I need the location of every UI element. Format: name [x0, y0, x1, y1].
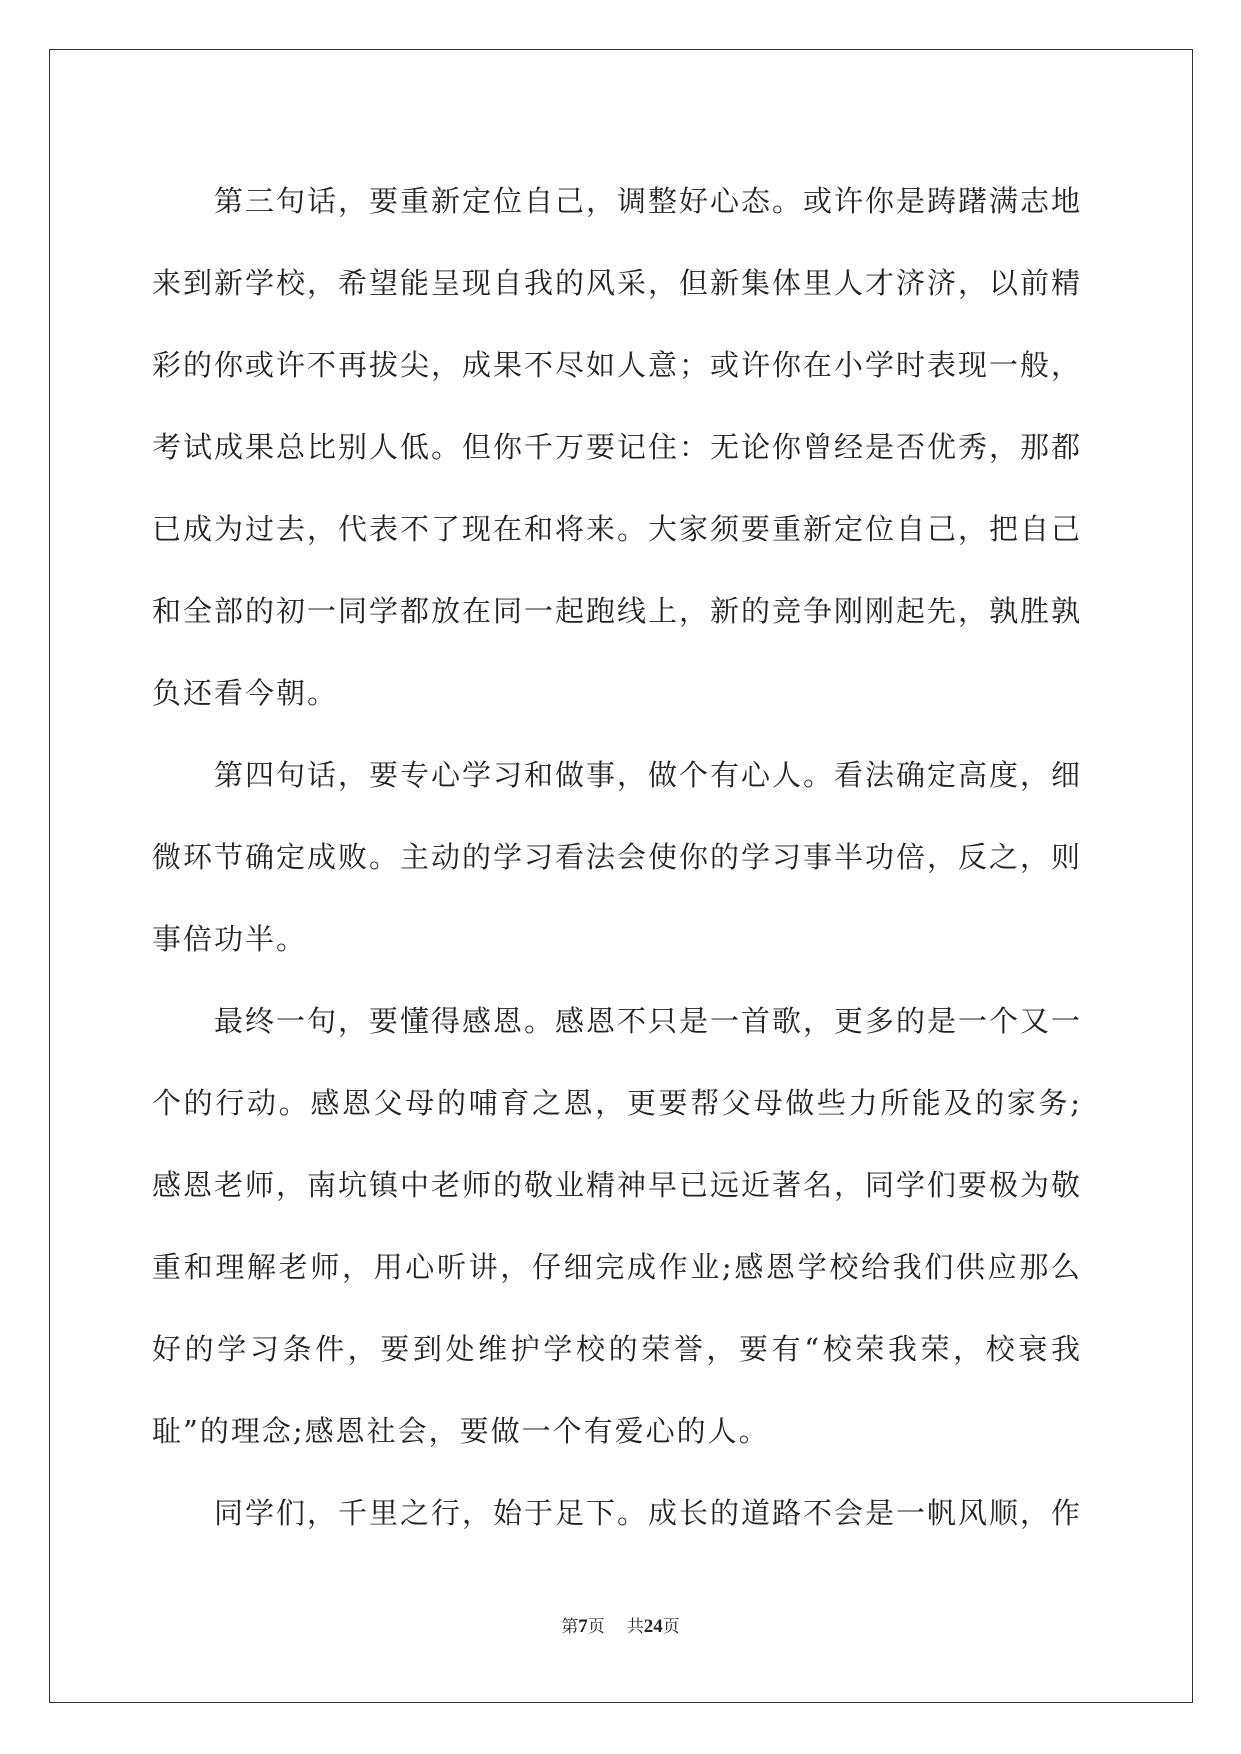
paragraph-fourth-saying: 第四句话，要专心学习和做事，做个有心人。看法确定高度，细微环节确定成败。主动的学习看法会使你的学习事半功倍，反之，则事倍功半。 — [152, 758, 1083, 956]
paragraph-closing: 同学们，千里之行，始于足下。成长的道路不会是一帆风顺，作 — [214, 1496, 1083, 1530]
paragraph-third-saying: 第三句话，要重新定位自己，调整好心态。或许你是踌躇满志地来到新学校，希望能呈现自我的风采，但新集体里人才济济，以前精彩的你或许不再拔尖，成果不尽如人意；或许你在小学时表现一般，考试成果总比别人低。但你千万要记住：无论你曾经是否优秀，那都已成为过去，代表不了现在和将来。大家须要重新定位自己，把自己和全部的初一同学都放在同一起跑线上，新的竞争刚刚起先，孰胜孰负还看今朝。 — [152, 184, 1083, 710]
document-body — [152, 160, 1082, 1554]
page-prefix: 第 — [561, 1617, 579, 1637]
page-number: 7 — [578, 1616, 588, 1637]
total-suffix: 页 — [662, 1617, 680, 1637]
total-pages: 24 — [643, 1616, 663, 1637]
page-suffix: 页 — [587, 1617, 605, 1637]
page-footer — [0, 1612, 1241, 1638]
paragraph-gratitude: 最终一句，要懂得感恩。感恩不只是一首歌，更多的是一个又一个的行动。感恩父母的哺育之恩，更要帮父母做些力所能及的家务;感恩老师，南坑镇中老师的敬业精神早已远近著名，同学们要极为敬重和理解老师，用心听讲，仔细完成作业;感恩学校给我们供应那么好的学习条件，要到处维护学校的荣誉，要有“校荣我荣，校衰我耻”的理念;感恩社会，要做一个有爱心的人。 — [152, 1004, 1083, 1448]
total-prefix: 共 — [626, 1617, 644, 1637]
